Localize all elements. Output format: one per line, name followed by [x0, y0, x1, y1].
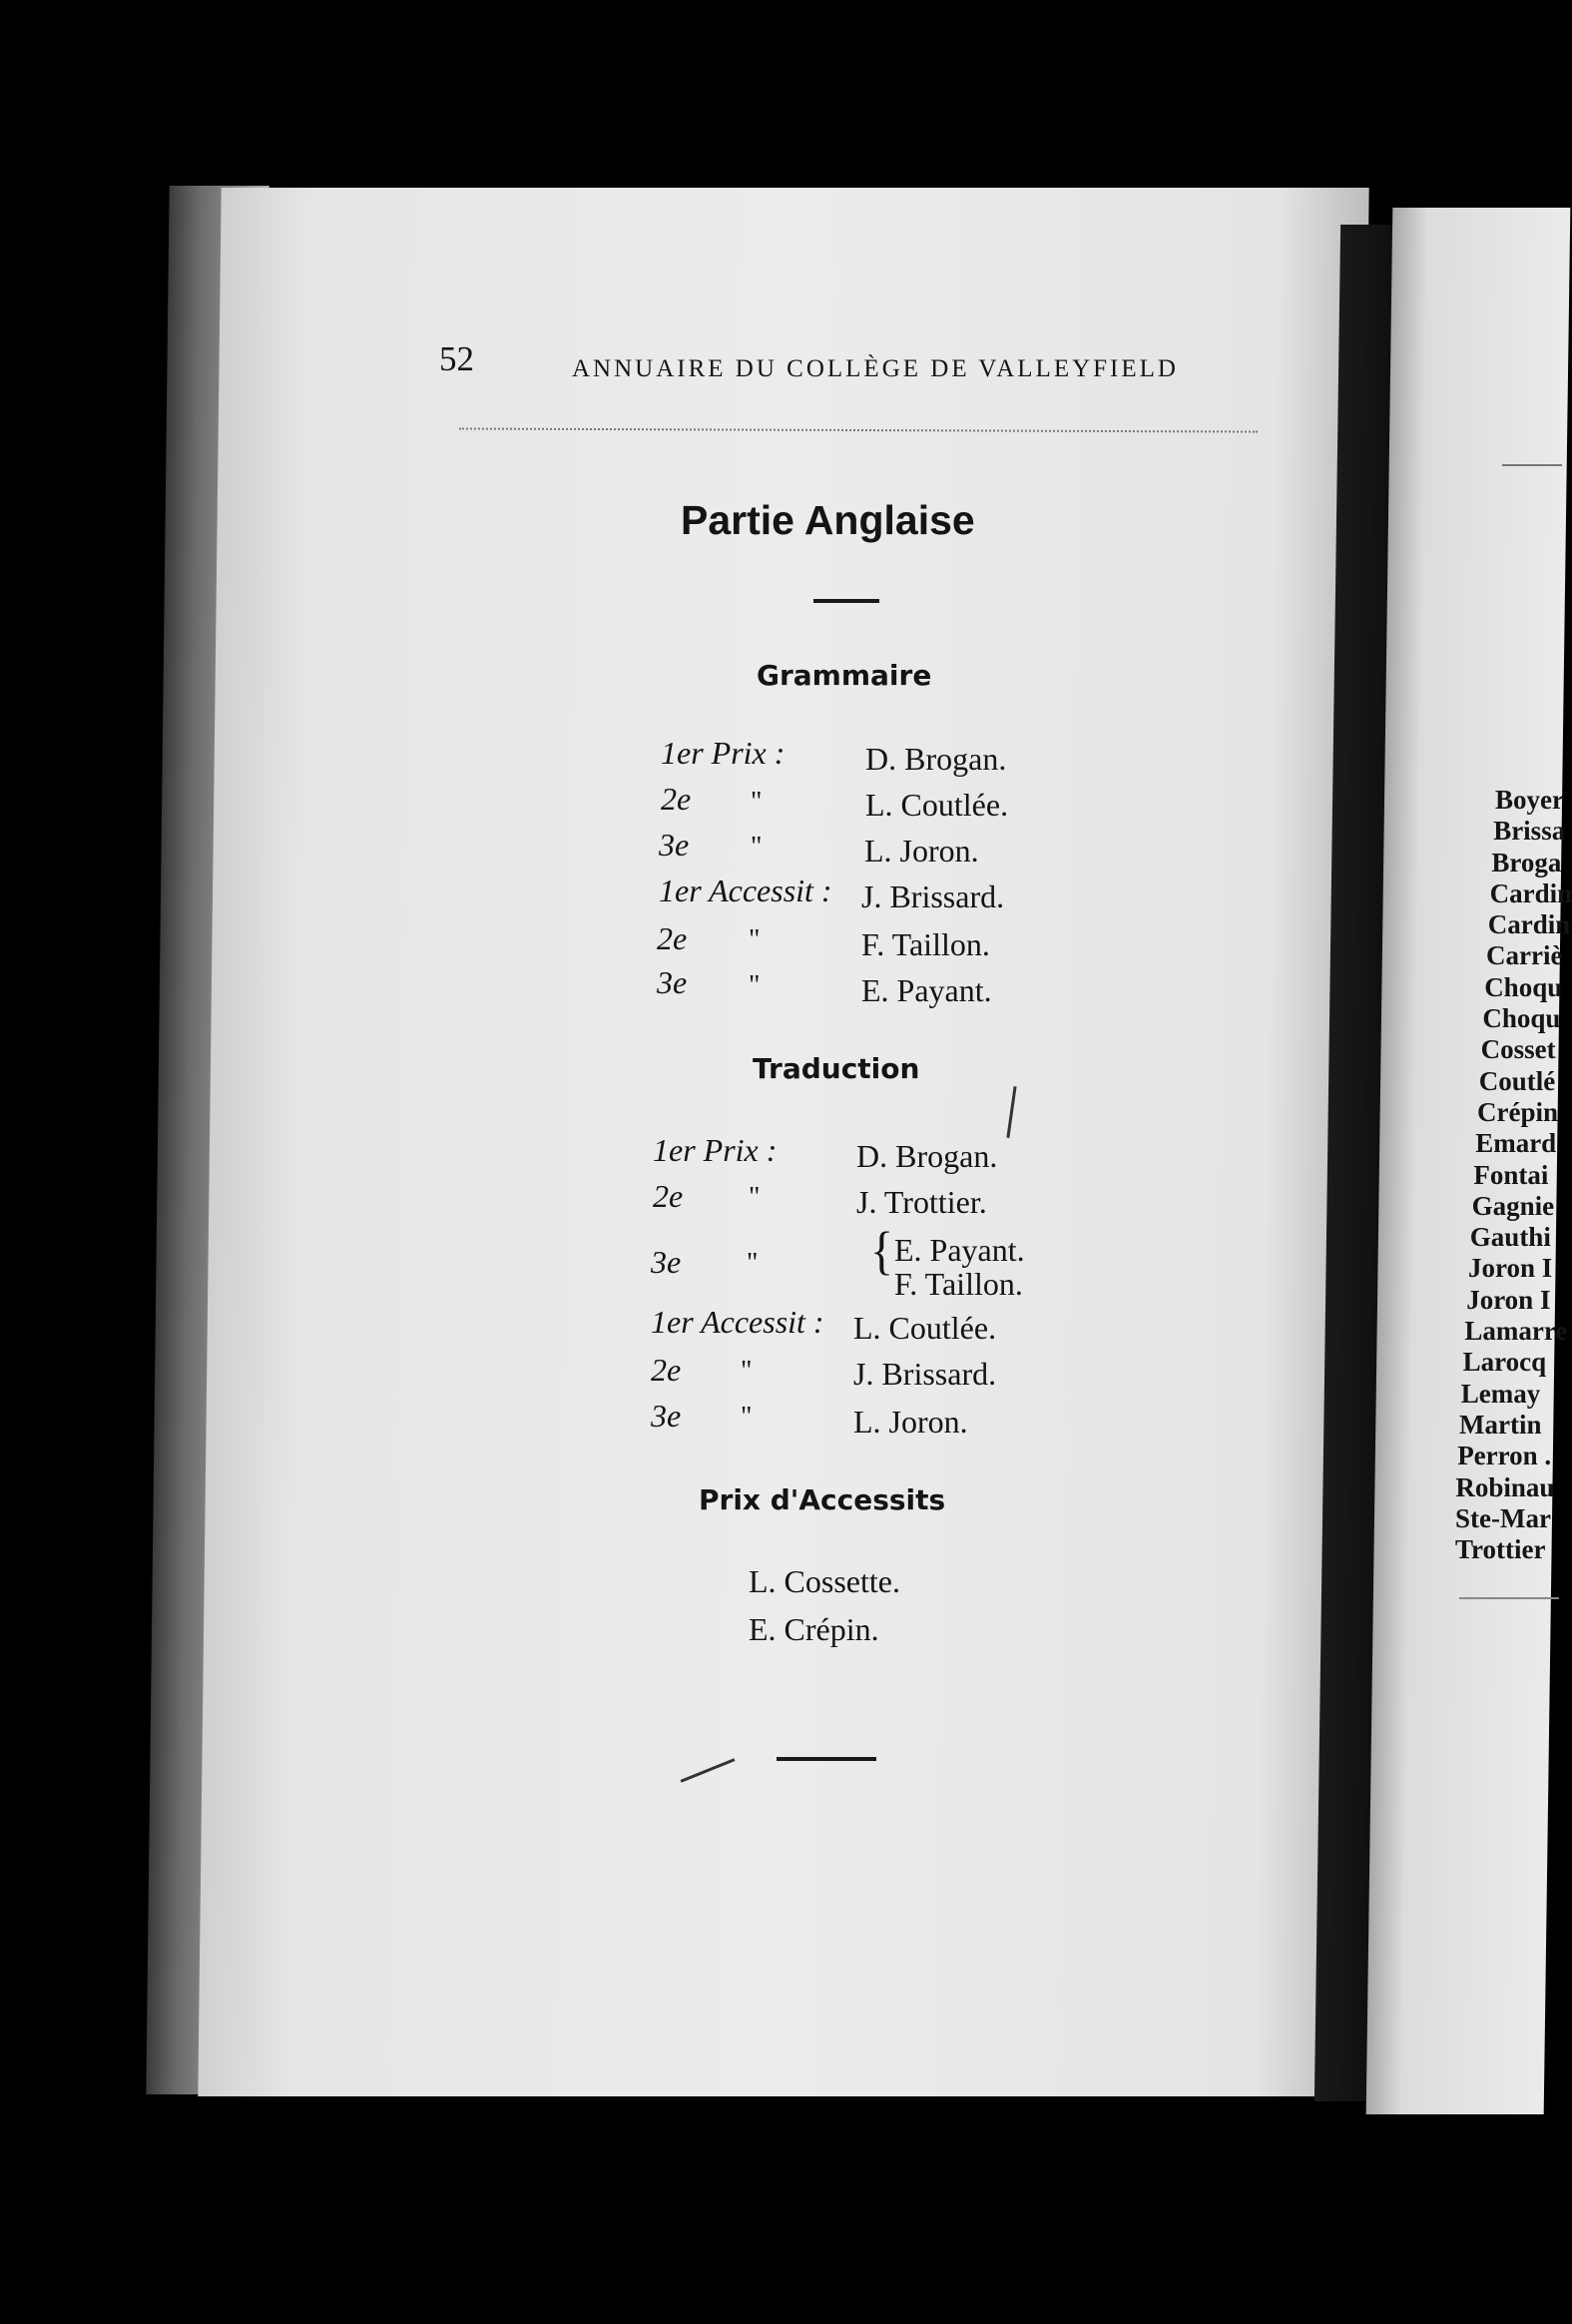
- facing-page-name: Cardin: [1487, 909, 1571, 940]
- grammaire-name: J. Brissard.: [861, 878, 1005, 914]
- grammaire-rank: 2e: [661, 781, 692, 817]
- grammaire-name: L. Joron.: [864, 833, 979, 869]
- facing-page-name: Joron I: [1468, 1253, 1553, 1284]
- traduction-rank: 1er Prix :: [653, 1132, 778, 1168]
- traduction-name: D. Brogan.: [856, 1138, 998, 1174]
- facing-page-name: Joron I: [1466, 1284, 1551, 1315]
- facing-page-name: Lemay: [1460, 1378, 1541, 1409]
- brace: {: [870, 1222, 894, 1281]
- grammaire-rank: 2e: [657, 920, 688, 956]
- facing-page-name: Perron .: [1457, 1441, 1552, 1471]
- grammaire-rank: 1er Accessit :: [659, 872, 832, 908]
- traduction-heading: Traduction: [753, 1052, 920, 1085]
- prix-accessits-heading: Prix d'Accessits: [699, 1483, 946, 1516]
- ditto-mark: ": [747, 1248, 759, 1279]
- traduction-name: J. Trottier.: [856, 1184, 987, 1220]
- traduction-name: E. Payant.: [894, 1232, 1025, 1268]
- ditto-mark: ": [749, 970, 761, 1001]
- ditto-mark: ": [749, 1182, 761, 1213]
- grammaire-rank: 3e: [659, 827, 690, 863]
- grammaire-name: F. Taillon.: [861, 926, 990, 962]
- facing-page-name: Broga: [1491, 847, 1562, 877]
- traduction-name: J. Brissard.: [853, 1356, 997, 1392]
- traduction-rank: 2e: [651, 1352, 682, 1388]
- facing-page-name: Choqu: [1484, 971, 1563, 1002]
- traduction-rank: 2e: [653, 1178, 684, 1214]
- facing-page-name: Trottier: [1455, 1534, 1546, 1565]
- facing-page-name: Choqu: [1482, 1003, 1561, 1034]
- traduction-name: L. Coutlée.: [853, 1310, 997, 1346]
- section-title: Partie Anglaise: [681, 497, 975, 543]
- facing-page-name: Boyer: [1495, 785, 1564, 815]
- facing-page-name: Martin: [1459, 1409, 1542, 1440]
- grammaire-heading: Grammaire: [757, 659, 932, 692]
- traduction-rank: 1er Accessit :: [651, 1304, 824, 1340]
- facing-page-name: Brissa: [1493, 816, 1566, 847]
- grammaire-name: E. Payant.: [861, 972, 992, 1008]
- facing-page-name: Coutlé: [1478, 1065, 1556, 1096]
- facing-page-name: Larocq: [1462, 1347, 1547, 1378]
- title-rule: [813, 599, 879, 603]
- facing-page-name: Robinau: [1455, 1471, 1555, 1502]
- running-title: ANNUAIRE DU COLLÈGE DE VALLEYFIELD: [572, 355, 1179, 382]
- traduction-name: F. Taillon.: [894, 1266, 1023, 1302]
- ditto-mark: ": [751, 787, 763, 818]
- traduction-rank: 3e: [651, 1398, 682, 1434]
- facing-page-name: Cosset: [1480, 1034, 1556, 1065]
- ditto-mark: ": [741, 1402, 753, 1433]
- facing-page-name: Lamarre: [1464, 1316, 1568, 1347]
- traduction-name: L. Joron.: [853, 1404, 968, 1440]
- left-page: [198, 188, 1368, 2096]
- facing-page-name: Gagnie: [1471, 1190, 1555, 1221]
- facing-page-name: Ste-Mar: [1455, 1502, 1551, 1533]
- facing-page-name: Carriè: [1486, 940, 1563, 971]
- grammaire-rank: 3e: [657, 964, 688, 1000]
- grammaire-name: L. Coutlée.: [865, 787, 1009, 823]
- facing-page-name: Fontai: [1473, 1159, 1549, 1190]
- accessit-name: E. Crépin.: [749, 1611, 879, 1647]
- end-rule: [777, 1757, 876, 1761]
- facing-page-name: Cardin: [1489, 877, 1572, 908]
- facing-page-name-list: [1455, 785, 1572, 1565]
- grammaire-rank: 1er Prix :: [661, 735, 786, 771]
- traduction-rank: 3e: [651, 1244, 682, 1280]
- ditto-mark: ": [749, 924, 761, 955]
- ditto-mark: ": [751, 832, 763, 863]
- facing-page-rule: [1502, 464, 1562, 466]
- facing-page-name: Emard: [1475, 1128, 1557, 1159]
- accessit-name: L. Cossette.: [749, 1563, 900, 1599]
- facing-page-name: Crépin: [1477, 1096, 1558, 1127]
- ditto-mark: ": [741, 1356, 753, 1387]
- grammaire-name: D. Brogan.: [865, 741, 1007, 777]
- page-number: 52: [439, 339, 474, 378]
- facing-page-name: Gauthi: [1469, 1222, 1551, 1253]
- facing-page-rule: [1459, 1597, 1559, 1599]
